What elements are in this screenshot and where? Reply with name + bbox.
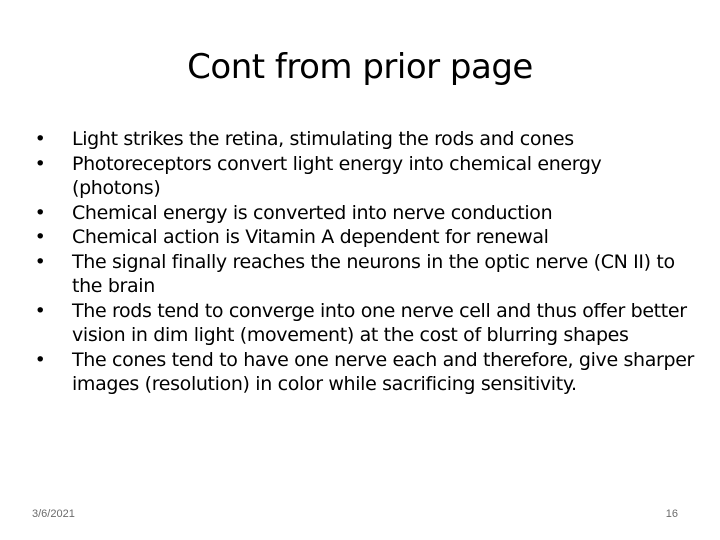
list-item xyxy=(30,201,694,226)
bullet-text: The cones tend to have one nerve each and therefore, give sharper images (resolution) in color while sacrificing sensitivity. xyxy=(72,348,694,395)
list-item xyxy=(30,299,694,348)
bullet-icon: • xyxy=(34,152,46,175)
bullet-text: Chemical action is Vitamin A dependent for renewal xyxy=(72,226,549,248)
list-item xyxy=(30,152,694,201)
bullet-text: Chemical energy is converted into nerve conduction xyxy=(72,201,553,224)
bullet-text: The rods tend to converge into one nerve cell and thus offer better vision in dim light (movement) at the cost of blurring shapes xyxy=(72,299,687,346)
slide-title: Cont from prior page xyxy=(187,47,533,87)
bullet-icon: • xyxy=(34,299,46,322)
list-item xyxy=(30,225,694,250)
bullet-icon: • xyxy=(34,250,46,273)
bullet-icon: • xyxy=(34,348,46,371)
bullet-text: Light strikes the retina, stimulating the rods and cones xyxy=(72,128,574,150)
bullet-list xyxy=(30,127,694,397)
bullet-text: The signal finally reaches the neurons in the optic nerve (CN II) to the brain xyxy=(72,250,675,297)
list-item xyxy=(30,348,694,397)
list-item xyxy=(30,127,694,152)
list-item xyxy=(30,250,694,299)
bullet-icon: • xyxy=(34,226,46,248)
bullet-text: Photoreceptors convert light energy into chemical energy (photons) xyxy=(72,152,602,199)
bullet-icon: • xyxy=(34,128,46,150)
bullet-icon: • xyxy=(34,201,46,224)
page-number: 16 xyxy=(665,508,678,520)
footer-date: 3/6/2021 xyxy=(32,508,75,520)
